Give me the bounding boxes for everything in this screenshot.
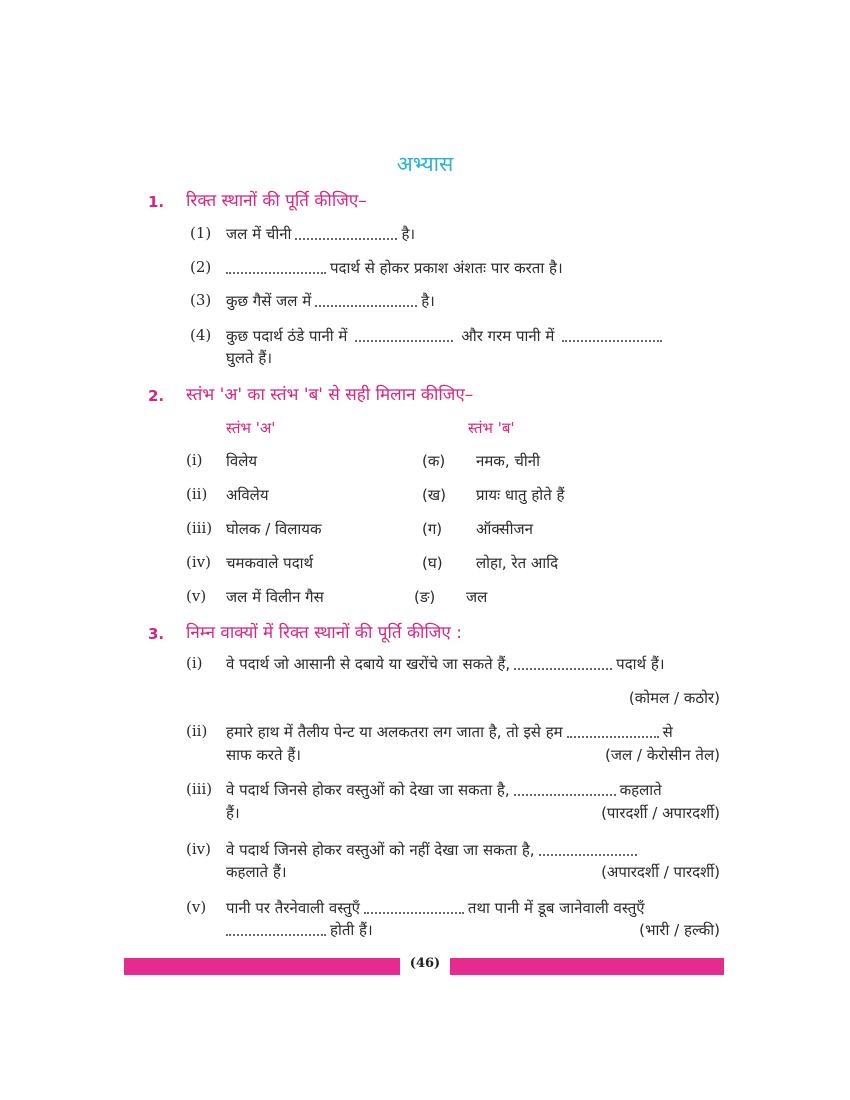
blank [295, 229, 397, 240]
q2-row-2-number: (ii) [186, 485, 208, 503]
q2-heading: स्तंभ 'अ' का स्तंभ 'ब' से सही मिलान कीजिए– [186, 385, 474, 405]
q3-item-3-line2: हैं। [226, 804, 240, 822]
q2-row-4-number: (iv) [186, 553, 211, 571]
q3-item-1-number: (i) [186, 654, 203, 672]
q3-item-3-number: (iii) [186, 780, 213, 798]
blank [226, 263, 326, 274]
q1-number: 1. [148, 193, 165, 211]
blank [567, 727, 659, 738]
q1-item-4-cont: घुलते हैं। [226, 349, 273, 367]
q3-item-1-line1: वे पदार्थ जो आसानी से दबाये या खरोंचे जा सकते हैं, पदार्थ हैं। [226, 655, 665, 673]
blank [514, 785, 616, 796]
q3-heading: निम्न वाक्यों में रिक्त स्थानों की पूर्ति कीजिए : [186, 623, 462, 643]
q3-item-4-line1: वे पदार्थ जिनसे होकर वस्तुओं को नहीं देखा जा सकता है, [226, 840, 641, 860]
q1-heading: रिक्त स्थानों की पूर्ति कीजिए– [186, 191, 367, 211]
q2-row-3-b: ऑक्सीजन [476, 520, 533, 538]
q1-item-3: कुछ गैसें जल में है। [226, 292, 435, 310]
q1-item-3-number: (3) [190, 291, 212, 309]
footer-bar-right [450, 958, 724, 975]
blank [355, 331, 453, 342]
q3-item-2-line2: साफ करते हैं। [226, 746, 301, 764]
q3-item-5-line1: पानी पर तैरनेवाली वस्तुएँ तथा पानी में डूब जानेवाली वस्तुएँ [226, 899, 645, 917]
blank [364, 903, 464, 914]
q3-item-5-number: (v) [186, 898, 207, 916]
q3-item-3-options: (पारदर्शी / अपारदर्शी) [601, 804, 720, 822]
blank [539, 845, 637, 856]
column-a-header: स्तंभ 'अ' [226, 419, 276, 437]
q3-number: 3. [148, 625, 165, 643]
q3-item-2-options: (जल / केरोसीन तेल) [605, 746, 720, 764]
q1-item-1: जल में चीनी है। [226, 225, 416, 243]
q1-item-2-number: (2) [190, 258, 212, 276]
q2-row-5-b: जल [466, 588, 488, 606]
q2-row-5-number: (v) [186, 587, 207, 605]
q1-item-1-number: (1) [190, 224, 212, 242]
blank [562, 331, 662, 342]
blank [226, 925, 326, 936]
footer-bar-left [124, 958, 400, 975]
q3-item-5-line2: होती हैं। [226, 920, 373, 940]
q2-row-2-a: अविलेय [226, 486, 269, 504]
q1-item-2: पदार्थ से होकर प्रकाश अंशतः पार करता है। [226, 258, 563, 278]
q2-row-1-a: विलेय [226, 452, 258, 470]
blank [514, 659, 612, 670]
page-number: (46) [409, 956, 441, 971]
q2-row-5-a: जल में विलीन गैस [226, 588, 324, 606]
q3-item-3-line1: वे पदार्थ जिनसे होकर वस्तुओं को देखा जा सकता है, कहलाते [226, 781, 662, 799]
q2-row-3-a: घोलक / विलायक [226, 520, 322, 538]
q1-item-4: कुछ पदार्थ ठंडे पानी में और गरम पानी में [226, 326, 666, 346]
q2-row-4-a: चमकवाले पदार्थ [226, 554, 314, 572]
q2-row-3-key: (ग) [422, 520, 443, 538]
q3-item-2-number: (ii) [186, 722, 208, 740]
q2-row-1-key: (क) [422, 452, 446, 470]
blank [315, 296, 417, 307]
column-b-header: स्तंभ 'ब' [468, 419, 515, 437]
q3-item-4-number: (iv) [186, 840, 211, 858]
q1-item-4-number: (4) [190, 326, 212, 344]
q3-item-4-options: (अपारदर्शी / पारदर्शी) [601, 863, 720, 881]
q3-item-5-options: (भारी / हल्की) [639, 921, 720, 939]
q2-row-1-number: (i) [186, 451, 203, 469]
q2-row-2-key: (ख) [422, 486, 446, 504]
page-title: अभ्यास [396, 152, 454, 176]
q3-item-4-line2: कहलाते हैं। [226, 863, 287, 881]
q2-row-2-b: प्रायः धातु होते हैं [476, 486, 565, 504]
q2-row-4-key: (घ) [422, 554, 443, 572]
q2-number: 2. [148, 387, 165, 405]
q3-item-2-line1: हमारे हाथ में तैलीय पेन्ट या अलकतरा लग जाता है, तो इसे हम से [226, 723, 673, 741]
q2-row-1-b: नमक, चीनी [476, 452, 540, 470]
q3-item-1-options: (कोमल / कठोर) [628, 689, 720, 707]
q2-row-4-b: लोहा, रेत आदि [476, 554, 559, 572]
q2-row-5-key: (ङ) [414, 588, 436, 606]
q2-row-3-number: (iii) [186, 519, 213, 537]
